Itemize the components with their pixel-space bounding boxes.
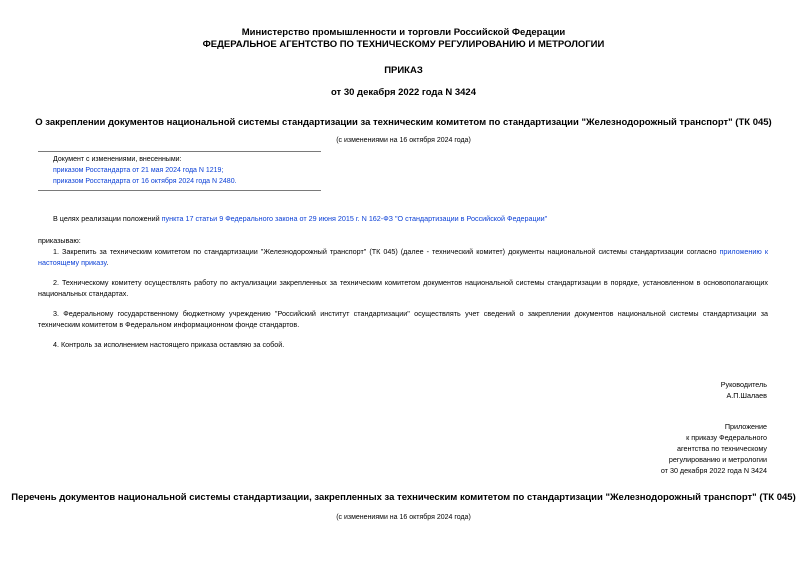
appendix-line-1: Приложение [724,422,767,431]
agency-name: ФЕДЕРАЛЬНОЕ АГЕНТСТВО ПО ТЕХНИЧЕСКОМУ РЕГУЛИРОВАНИЮ И МЕТРОЛОГИИ [202,39,605,50]
federal-law-link[interactable]: пункта 17 статьи 9 Федерального закона от 29 июня 2015 г. N 162-ФЗ "О стандартизации в Российской Федерации" [161,214,548,223]
revision-note: (с изменениями на 16 октября 2024 года) [336,137,471,144]
signature-role: Руководитель [720,380,767,389]
clause-1-suffix: . [106,258,109,267]
clause-3: 3. Федеральному государственному бюджетному учреждению "Российский институт стандартизации" осуществлять учет сведений о закреплении документов национальной системы стандартизации за техническим комитетом в Федеральном информационном фонде стандартов. [38,309,768,329]
appendix-line-3: агентства по техническому [677,444,767,453]
change-link-1[interactable]: приказом Росстандарта от 21 мая 2024 года N 1219; [53,167,224,174]
list-revision-note: (с изменениями на 16 октября 2024 года) [336,514,471,521]
preamble [53,213,547,224]
appendix-link[interactable]: приложению к настоящему приказу [38,247,768,267]
clause-4: 4. Контроль за исполнением настоящего приказа оставляю за собой. [53,340,285,349]
document-title: О закреплении документов национальной системы стандартизации за техническим комитетом по стандартизации "Железнодорожный транспорт" (ТК 045) [35,117,772,128]
document-type: ПРИКАЗ [384,65,423,76]
changes-box-bottom-rule [38,190,321,191]
clause-1-text: 1. Закрепить за техническим комитетом по стандартизации "Железнодорожный транспорт" (ТК 045) (далее - технический комитет) документы национальной системы стандартизации согласно [53,247,720,256]
changes-box-top-rule [38,151,321,152]
clause-2: 2. Техническому комитету осуществлять работу по актуализации закрепленных за техническим комитетом документов национальной системы стандартизации в порядке, установленном в основополагающих национальных стандартах. [38,278,768,298]
signature-name: А.П.Шалаев [726,391,767,400]
order-word: приказываю: [38,236,81,245]
appendix-line-2: к приказу Федерального [686,433,767,442]
clause-1 [38,246,768,268]
appendix-line-4: регулированию и метрологии [668,455,767,464]
appendix-line-5: от 30 декабря 2022 года N 3424 [660,466,767,475]
preamble-text: В целях реализации положений [53,214,162,223]
list-title: Перечень документов национальной системы стандартизации, закрепленных за техническим комитетом по стандартизации "Железнодорожный транспорт" (ТК 045) [11,492,796,503]
document-date: от 30 декабря 2022 года N 3424 [330,87,476,98]
change-link-2[interactable]: приказом Росстандарта от 16 октября 2024 года N 2480. [53,178,237,185]
changes-heading: Документ с изменениями, внесенными: [53,156,182,163]
ministry-name: Министерство промышленности и торговли Российской Федерации [241,27,566,38]
